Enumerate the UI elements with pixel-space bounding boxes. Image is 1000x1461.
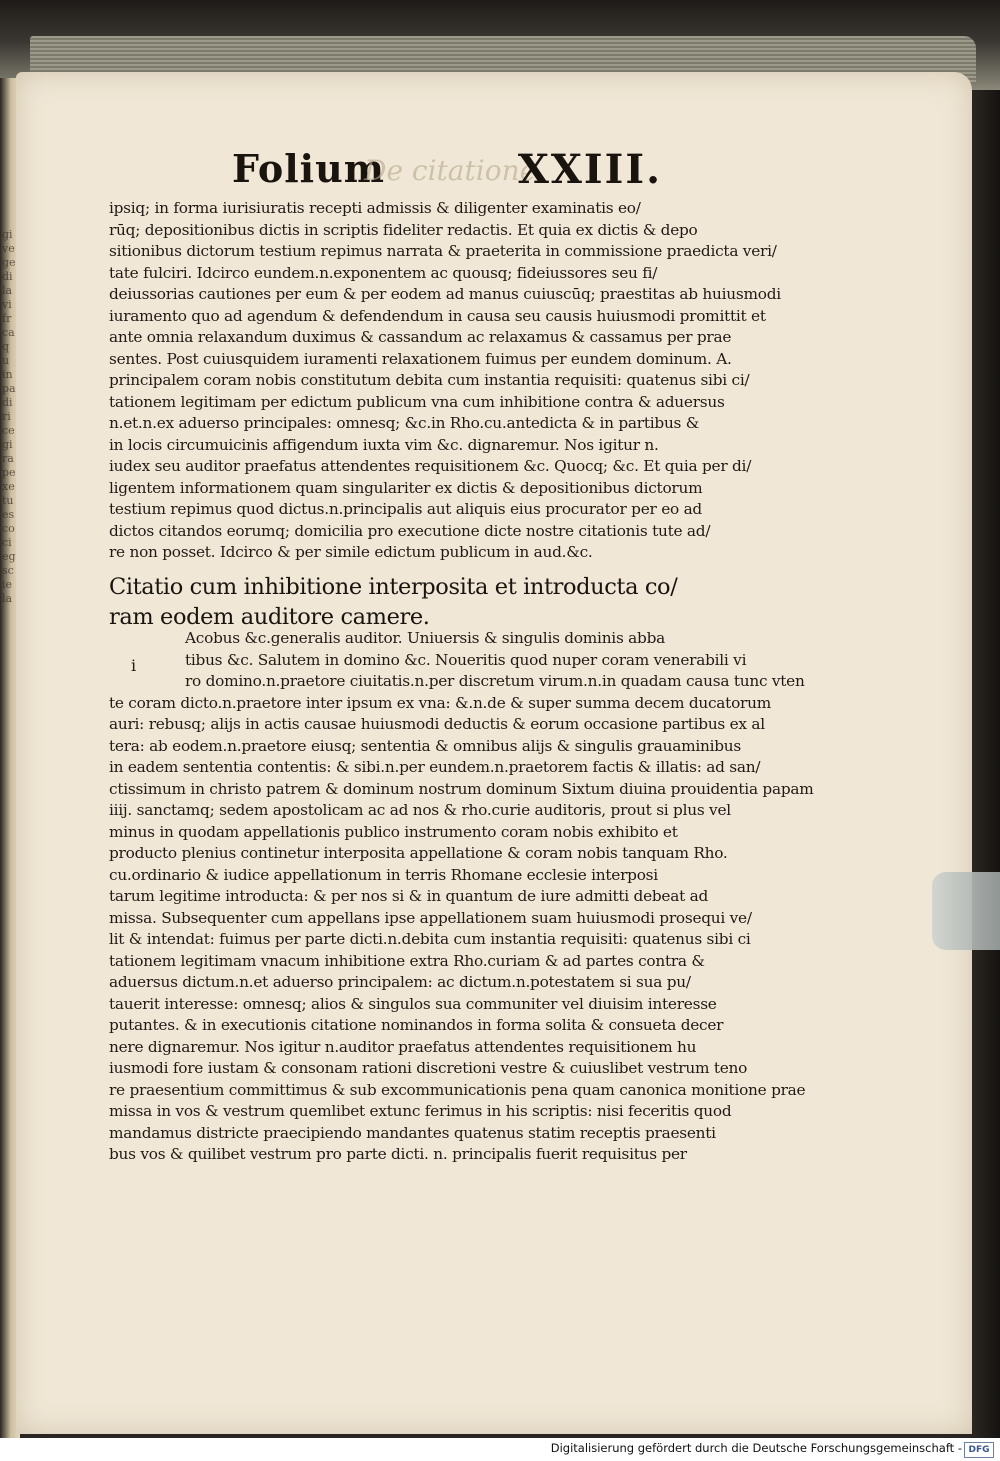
text-line: n.et.n.ex aduerso principales: omnesq; &c.in Rho.cu.antedicta & in partibus & <box>109 414 700 432</box>
text-line: producto plenius continetur interposita appellatione & coram nobis tanquam Rho. <box>109 844 728 862</box>
text-line: tera: ab eodem.n.praetore eiusq; sententia & omnibus alijs & singulis grauaminibus <box>109 736 741 755</box>
text-line: ante omnia relaxandum duximus & cassandum ac relaxamus & cassamus per prae <box>109 328 732 346</box>
funding-credit: Digitalisierung gefördert durch die Deutsche Forschungsgemeinschaft - <box>550 1441 962 1455</box>
text-line: ram eodem auditore camere. <box>109 604 430 630</box>
paragraph-2 <box>109 628 814 1166</box>
text-line: Acobus &c.generalis auditor. Uniuersis & singulis dominis abba <box>185 629 665 647</box>
text-line: mandamus districte praecipiendo mandantes quatenus statim receptis praesenti <box>109 1123 716 1142</box>
text-line: ligentem informationem quam singulariter ex dictis & depositionibus dictorum <box>109 478 703 497</box>
text-line: in locis circumuicinis affigendum iuxta vim &c. dignaremur. Nos igitur n. <box>109 435 659 454</box>
text-line: tationem legitimam per edictum publicum vna cum inhibitione contra & aduersus <box>109 392 725 411</box>
paragraph-1 <box>109 198 781 564</box>
text-line: iudex seu auditor praefatus attendentes requisitionem &c. Quocq; &c. Et quia per di/ <box>109 457 752 475</box>
text-line: testium repimus quod dictus.n.principalis aut aliquis eius procurator per eo ad <box>109 500 702 518</box>
text-line: iiij. sanctamq; sedem apostolicam ac ad nos & rho.curie auditoris, prout si plus vel <box>109 801 731 819</box>
right-shadow <box>972 90 1000 1438</box>
text-line: missa. Subsequenter cum appellans ipse appellationem suam huiusmodi prosequi ve/ <box>109 908 752 927</box>
text-line: iusmodi fore iustam & consonam rationi discretioni vestre & cuiuslibet vestrum teno <box>109 1059 748 1077</box>
text-line: missa in vos & vestrum quemlibet extunc ferimus in his scriptis: nisi feceritis quod <box>109 1102 732 1120</box>
text-line: aduersus dictum.n.et aduerso principalem: ac dictum.n.potestatem si sua pu/ <box>109 973 691 991</box>
text-line: rūq; depositionibus dictis in scriptis fideliter redactis. Et quia ex dictis & depo <box>109 220 698 239</box>
text-line: dictos citandos eorumq; domicilia pro executione dicte nostre citationis tute ad/ <box>109 521 711 540</box>
folio-number: XXIII. <box>517 146 662 193</box>
text-line: in eadem sententia contentis: & sibi.n.per eundem.n.praetorem factis & illatis: ad san/ <box>109 758 761 776</box>
page-header <box>232 146 662 194</box>
text-line: lit & intendat: fuimus per parte dicti.n.debita cum instantia requisiti: quatenus sibi ci <box>109 930 751 948</box>
text-line: auri: rebusq; alijs in actis causae huiusmodi deductis & eorum occasione partibus ex al <box>109 715 765 733</box>
guide-letter: i <box>131 656 137 675</box>
text-line: cu.ordinario & iudice appellationum in terris Rhomane ecclesie interposi <box>109 865 658 884</box>
text-line: tauerit interesse: omnesq; alios & singulos sua communiter vel diuisim interesse <box>109 994 717 1013</box>
text-line: minus in quodam appellationis publico instrumento coram nobis exhibito et <box>109 822 678 841</box>
text-line: ipsiq; in forma iurisiuratis recepti admissis & diligenter examinatis eo/ <box>109 199 641 217</box>
text-line: principalem coram nobis constitutum debita cum instantia requisiti: quatenus sibi ci/ <box>109 371 750 389</box>
text-line: te coram dicto.n.praetore inter ipsum ex vna: &.n.de & super summa decem ducatorum <box>109 693 771 712</box>
text-line: putantes. & in executionis citatione nominandos in forma solita & consueta decer <box>109 1016 724 1034</box>
text-line: ro domino.n.praetore ciuitatis.n.per discretum virum.n.in quadam causa tunc vten <box>185 672 805 690</box>
text-line: tate fulciri. Idcirco eundem.n.exponentem ac quousq; fideiussores seu fi/ <box>109 263 658 282</box>
text-line: sentes. Post cuiusquidem iuramenti relaxationem fuimus per eundem dominum. A. <box>109 349 732 368</box>
text-line: Citatio cum inhibitione interposita et introducta co/ <box>109 574 678 600</box>
text-line: iuramento quo ad agendum & defendendum in causa seu causis huiusmodi promittit et <box>109 306 766 325</box>
text-line: bus vos & quilibet vestrum pro parte dicti. n. principalis fuerit requisitus per <box>109 1145 687 1163</box>
text-line: sitionibus dictorum testium repimus narrata & praeterita in commissione praedicta veri/ <box>109 242 777 260</box>
text-line: deiussorias cautiones per eum & per eodem ad manus cuiuscūq; praestitas ab huiusmodi <box>109 285 781 303</box>
text-line: re praesentium committimus & sub excommunicationis pena quam canonica monitione prae <box>109 1080 806 1099</box>
text-line: nere dignaremur. Nos igitur n.auditor praefatus attendentes requisitionem hu <box>109 1037 697 1056</box>
text-line: tationem legitimam vnacum inhibitione extra Rho.curiam & ad partes contra & <box>109 951 705 970</box>
showthrough-text: De citatione <box>364 154 537 187</box>
text-line: tibus &c. Salutem in domino &c. Noueritis quod nuper coram venerabili vi <box>185 650 747 669</box>
running-title: Folium <box>232 146 385 191</box>
dfg-logo: DFG <box>964 1442 994 1458</box>
footer-bar <box>0 1438 1000 1461</box>
text-line: tarum legitime introducta: & per nos si & in quantum de iure admitti debeat ad <box>109 887 709 905</box>
section-heading <box>109 572 734 632</box>
text-line: re non posset. Idcirco & per simile edictum publicum in aud.&c. <box>109 543 593 561</box>
facing-page-text: gi ve ge di la vi fr ca qu in pa di ri ce gi ra pe xe tu es co ci eg sc ie la <box>2 228 16 605</box>
page-clip <box>932 872 1000 950</box>
text-line: ctissimum in christo patrem & dominum nostrum dominum Sixtum diuina prouidentia papam <box>109 779 814 798</box>
